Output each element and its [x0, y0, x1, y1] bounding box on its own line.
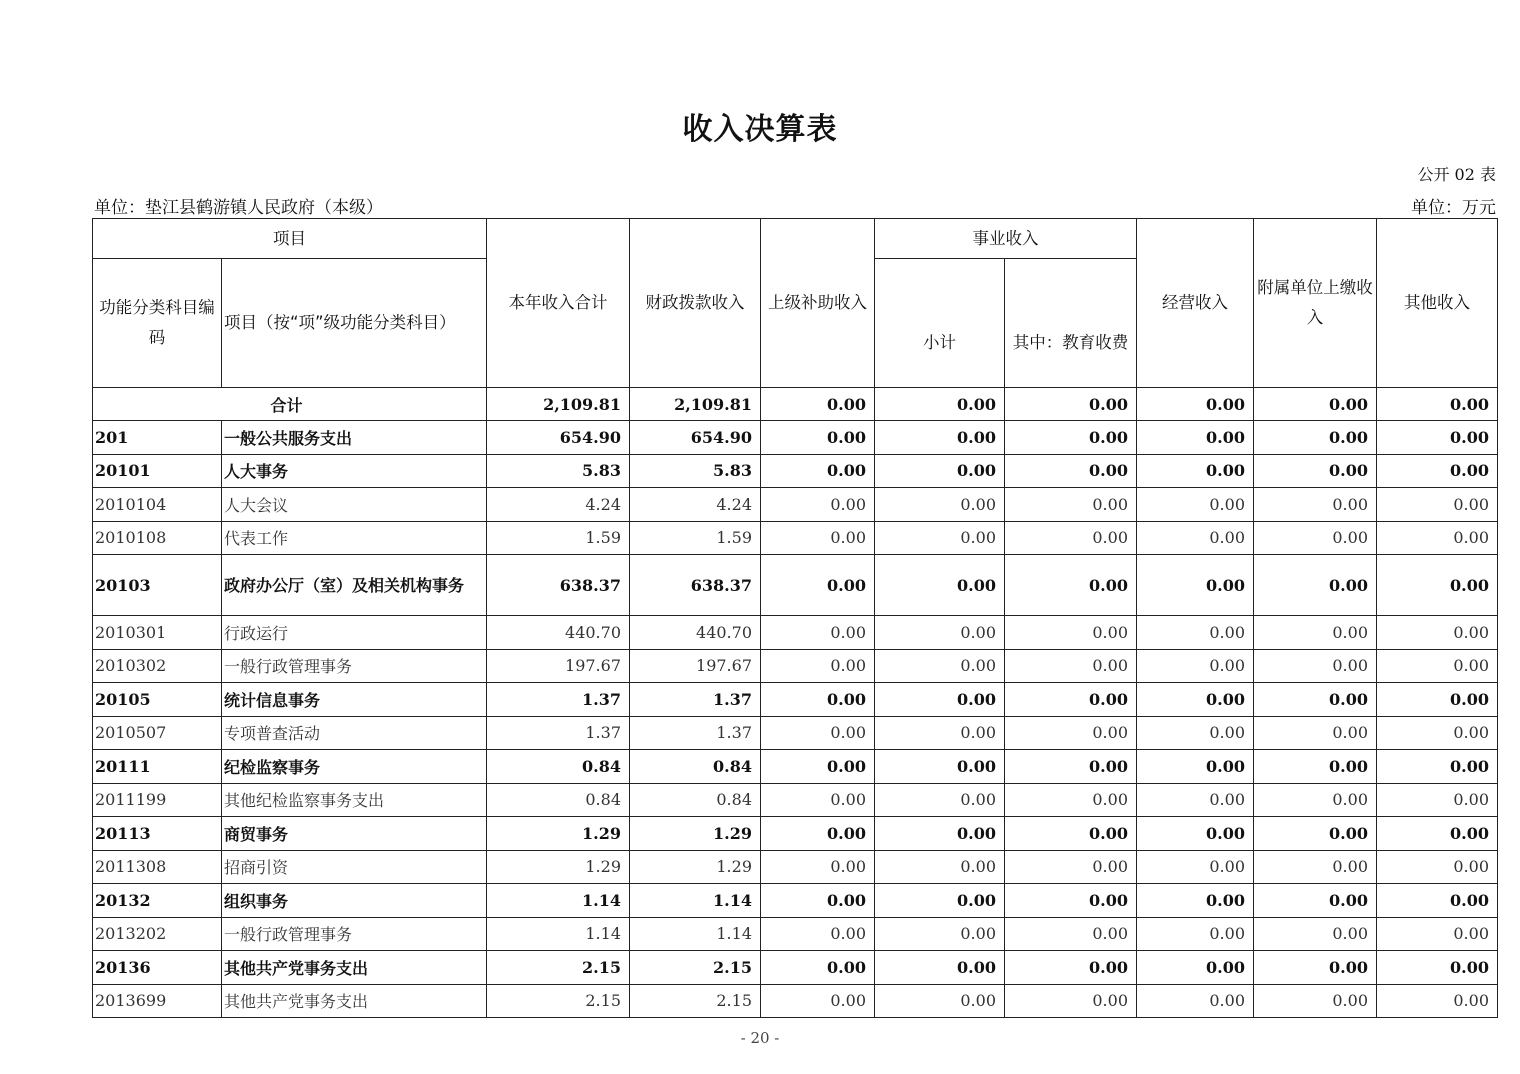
row-value: 0.00: [1137, 750, 1254, 784]
row-value: 0.00: [761, 488, 875, 522]
table-row: [93, 783, 1498, 817]
row-value: 0.00: [1254, 521, 1377, 555]
row-value: 0.00: [875, 683, 1005, 717]
row-value: 0.00: [1137, 421, 1254, 455]
row-value: 1.29: [487, 850, 630, 884]
row-value: 0.00: [761, 783, 875, 817]
row-value: 0.00: [761, 850, 875, 884]
row-value: 0.00: [761, 917, 875, 951]
row-name: 其他纪检监察事务支出: [222, 783, 487, 817]
row-code: 20101: [93, 454, 222, 488]
row-code: 20105: [93, 683, 222, 717]
row-value: 1.14: [487, 917, 630, 951]
total-label: 合计: [93, 388, 487, 421]
table-row: [93, 454, 1498, 488]
row-value: 0.00: [761, 884, 875, 918]
row-value: 1.37: [630, 716, 761, 750]
row-value: 0.00: [875, 488, 1005, 522]
row-value: 0.00: [875, 750, 1005, 784]
row-value: 0.00: [1254, 488, 1377, 522]
row-value: 0.00: [1137, 521, 1254, 555]
header-superior-subsidy: 上级补助收入: [761, 219, 875, 388]
row-name: 人大事务: [222, 454, 487, 488]
row-value: 0.00: [1137, 555, 1254, 616]
row-value: 0.00: [875, 850, 1005, 884]
row-value: 197.67: [630, 649, 761, 683]
row-value: 0.00: [1137, 649, 1254, 683]
table-row: [93, 521, 1498, 555]
row-value: 0.00: [1137, 917, 1254, 951]
row-value: 1.14: [630, 884, 761, 918]
total-value: 0.00: [1137, 388, 1254, 421]
income-table: [92, 218, 1498, 1018]
row-value: 0.00: [761, 649, 875, 683]
row-code: 20136: [93, 951, 222, 985]
row-value: 0.00: [1377, 421, 1498, 455]
row-value: 0.00: [875, 817, 1005, 851]
header-operating-income: 经营收入: [1137, 219, 1254, 388]
row-code: 20103: [93, 555, 222, 616]
table-row: [93, 884, 1498, 918]
header-fiscal-income: 财政拨款收入: [630, 219, 761, 388]
row-value: 0.00: [761, 984, 875, 1018]
row-value: 1.37: [630, 683, 761, 717]
total-row: [93, 388, 1498, 421]
row-value: 4.24: [487, 488, 630, 522]
row-value: 0.00: [1377, 555, 1498, 616]
row-code: 2010302: [93, 649, 222, 683]
row-value: 0.00: [1377, 716, 1498, 750]
row-value: 0.00: [1254, 884, 1377, 918]
row-value: 0.00: [1137, 850, 1254, 884]
row-value: 654.90: [630, 421, 761, 455]
row-value: 0.00: [1005, 750, 1137, 784]
row-value: 0.00: [1137, 616, 1254, 650]
currency-unit: 单位：万元: [1411, 198, 1496, 218]
row-name: 招商引资: [222, 850, 487, 884]
row-value: 0.00: [1377, 750, 1498, 784]
row-code: 20113: [93, 817, 222, 851]
row-value: 0.00: [1377, 488, 1498, 522]
row-value: 4.24: [630, 488, 761, 522]
row-code: 2013202: [93, 917, 222, 951]
row-value: 0.00: [875, 716, 1005, 750]
row-value: 0.00: [875, 421, 1005, 455]
row-code: 201: [93, 421, 222, 455]
row-value: 0.00: [1137, 817, 1254, 851]
row-value: 2.15: [630, 951, 761, 985]
row-name: 一般行政管理事务: [222, 649, 487, 683]
table-row: [93, 984, 1498, 1018]
row-code: 2010108: [93, 521, 222, 555]
row-value: 0.00: [1254, 716, 1377, 750]
row-value: 0.00: [1005, 850, 1137, 884]
row-value: 1.14: [630, 917, 761, 951]
row-value: 0.00: [1137, 884, 1254, 918]
row-value: 0.00: [1254, 917, 1377, 951]
row-value: 0.00: [761, 616, 875, 650]
row-value: 0.00: [1137, 984, 1254, 1018]
row-value: 1.29: [630, 850, 761, 884]
row-name: 其他共产党事务支出: [222, 951, 487, 985]
row-value: 0.00: [1254, 850, 1377, 884]
table-row: [93, 421, 1498, 455]
row-value: 0.00: [1005, 454, 1137, 488]
row-value: 0.84: [630, 783, 761, 817]
row-code: 2013699: [93, 984, 222, 1018]
row-value: 0.00: [761, 521, 875, 555]
row-name: 统计信息事务: [222, 683, 487, 717]
row-value: 0.00: [875, 454, 1005, 488]
row-value: 654.90: [487, 421, 630, 455]
row-value: 0.00: [1254, 984, 1377, 1018]
row-code: 2010104: [93, 488, 222, 522]
row-value: 0.00: [1377, 850, 1498, 884]
row-name: 政府办公厅（室）及相关机构事务: [222, 555, 487, 616]
row-value: 0.00: [875, 951, 1005, 985]
table-row: [93, 616, 1498, 650]
total-value: 0.00: [761, 388, 875, 421]
row-value: 0.00: [761, 683, 875, 717]
row-value: 0.00: [1137, 488, 1254, 522]
row-value: 0.84: [630, 750, 761, 784]
row-value: 0.84: [487, 750, 630, 784]
header-affiliated-income: 附属单位上缴收入: [1254, 219, 1377, 388]
row-value: 1.37: [487, 683, 630, 717]
row-value: 1.59: [487, 521, 630, 555]
row-value: 0.00: [1254, 817, 1377, 851]
row-value: 0.00: [1254, 649, 1377, 683]
row-name: 组织事务: [222, 884, 487, 918]
row-name: 一般行政管理事务: [222, 917, 487, 951]
row-value: 0.00: [761, 817, 875, 851]
row-value: 0.00: [1005, 917, 1137, 951]
row-code: 2010507: [93, 716, 222, 750]
row-value: 0.00: [1254, 555, 1377, 616]
row-value: 2.15: [487, 951, 630, 985]
row-value: 0.00: [1254, 421, 1377, 455]
row-value: 0.00: [1005, 817, 1137, 851]
page-number: - 20 -: [740, 1029, 780, 1047]
table-body: [93, 388, 1498, 1018]
row-value: 0.00: [1005, 555, 1137, 616]
row-value: 0.00: [761, 951, 875, 985]
row-value: 5.83: [630, 454, 761, 488]
row-value: 0.00: [761, 750, 875, 784]
row-value: 0.00: [761, 555, 875, 616]
table-row: [93, 555, 1498, 616]
row-value: 638.37: [487, 555, 630, 616]
row-value: 0.00: [1005, 984, 1137, 1018]
total-value: 0.00: [1005, 388, 1137, 421]
form-code: 公开 02 表: [1417, 165, 1496, 184]
row-value: 1.29: [630, 817, 761, 851]
row-value: 1.59: [630, 521, 761, 555]
row-value: 0.00: [1377, 817, 1498, 851]
table-row: [93, 850, 1498, 884]
header-other-income: 其他收入: [1377, 219, 1498, 388]
row-name: 代表工作: [222, 521, 487, 555]
row-value: 0.00: [1005, 683, 1137, 717]
row-name: 商贸事务: [222, 817, 487, 851]
row-name: 行政运行: [222, 616, 487, 650]
row-value: 1.14: [487, 884, 630, 918]
row-code: 2011199: [93, 783, 222, 817]
row-code: 20132: [93, 884, 222, 918]
row-value: 0.00: [1005, 716, 1137, 750]
header-education-fee: 其中：教育收费: [1005, 259, 1137, 388]
row-value: 0.00: [1254, 951, 1377, 985]
row-value: 0.00: [1377, 616, 1498, 650]
total-value: 0.00: [875, 388, 1005, 421]
row-value: 0.00: [1005, 649, 1137, 683]
row-value: 5.83: [487, 454, 630, 488]
row-value: 0.00: [875, 521, 1005, 555]
row-value: 0.00: [1005, 521, 1137, 555]
header-project: 项目: [93, 219, 487, 259]
table-row: [93, 951, 1498, 985]
header-function-code: 功能分类科目编码: [93, 259, 222, 388]
row-value: 1.37: [487, 716, 630, 750]
row-value: 440.70: [487, 616, 630, 650]
row-value: 0.00: [1254, 454, 1377, 488]
row-name: 其他共产党事务支出: [222, 984, 487, 1018]
row-value: 0.00: [1377, 649, 1498, 683]
row-value: 0.00: [1005, 884, 1137, 918]
row-value: 0.00: [1377, 454, 1498, 488]
row-value: 197.67: [487, 649, 630, 683]
row-value: 0.00: [1377, 884, 1498, 918]
row-value: 0.84: [487, 783, 630, 817]
table-row: [93, 817, 1498, 851]
header-total-income: 本年收入合计: [487, 219, 630, 388]
row-value: 0.00: [1137, 454, 1254, 488]
row-value: 0.00: [1377, 521, 1498, 555]
row-value: 0.00: [761, 454, 875, 488]
header-item-name: 项目（按“项”级功能分类科目）: [222, 259, 487, 388]
row-value: 0.00: [1377, 984, 1498, 1018]
table-row: [93, 750, 1498, 784]
row-value: 0.00: [1254, 750, 1377, 784]
row-value: 0.00: [1137, 716, 1254, 750]
row-value: 0.00: [1254, 616, 1377, 650]
row-value: 0.00: [875, 783, 1005, 817]
row-value: 0.00: [1377, 783, 1498, 817]
row-value: 0.00: [875, 555, 1005, 616]
row-code: 2010301: [93, 616, 222, 650]
row-value: 0.00: [761, 421, 875, 455]
row-value: 0.00: [1254, 683, 1377, 717]
row-value: 0.00: [1137, 683, 1254, 717]
row-value: 2.15: [487, 984, 630, 1018]
row-value: 0.00: [1377, 683, 1498, 717]
header-subtotal: 小计: [875, 259, 1005, 388]
row-value: 0.00: [1005, 616, 1137, 650]
reporting-unit: 单位：垫江县鹤游镇人民政府（本级）: [94, 198, 383, 218]
row-value: 0.00: [875, 984, 1005, 1018]
row-value: 0.00: [1377, 917, 1498, 951]
table-row: [93, 917, 1498, 951]
table-row: [93, 488, 1498, 522]
total-value: 2,109.81: [630, 388, 761, 421]
row-value: 0.00: [1377, 951, 1498, 985]
row-value: 0.00: [1137, 783, 1254, 817]
row-name: 专项普查活动: [222, 716, 487, 750]
row-value: 0.00: [1005, 951, 1137, 985]
row-value: 0.00: [1005, 421, 1137, 455]
row-code: 20111: [93, 750, 222, 784]
row-name: 人大会议: [222, 488, 487, 522]
row-value: 0.00: [1005, 488, 1137, 522]
row-value: 0.00: [1137, 951, 1254, 985]
table-row: [93, 683, 1498, 717]
row-value: 0.00: [875, 649, 1005, 683]
row-value: 0.00: [1254, 783, 1377, 817]
row-value: 2.15: [630, 984, 761, 1018]
row-value: 440.70: [630, 616, 761, 650]
row-value: 0.00: [875, 884, 1005, 918]
header-career-income: 事业收入: [875, 219, 1137, 259]
page-title: 收入决算表: [682, 112, 838, 147]
total-value: 0.00: [1377, 388, 1498, 421]
row-value: 0.00: [761, 716, 875, 750]
total-value: 0.00: [1254, 388, 1377, 421]
table-row: [93, 716, 1498, 750]
row-value: 0.00: [1005, 783, 1137, 817]
row-name: 纪检监察事务: [222, 750, 487, 784]
row-name: 一般公共服务支出: [222, 421, 487, 455]
total-value: 2,109.81: [487, 388, 630, 421]
row-value: 0.00: [875, 616, 1005, 650]
row-value: 1.29: [487, 817, 630, 851]
row-code: 2011308: [93, 850, 222, 884]
row-value: 638.37: [630, 555, 761, 616]
table-row: [93, 649, 1498, 683]
row-value: 0.00: [875, 917, 1005, 951]
